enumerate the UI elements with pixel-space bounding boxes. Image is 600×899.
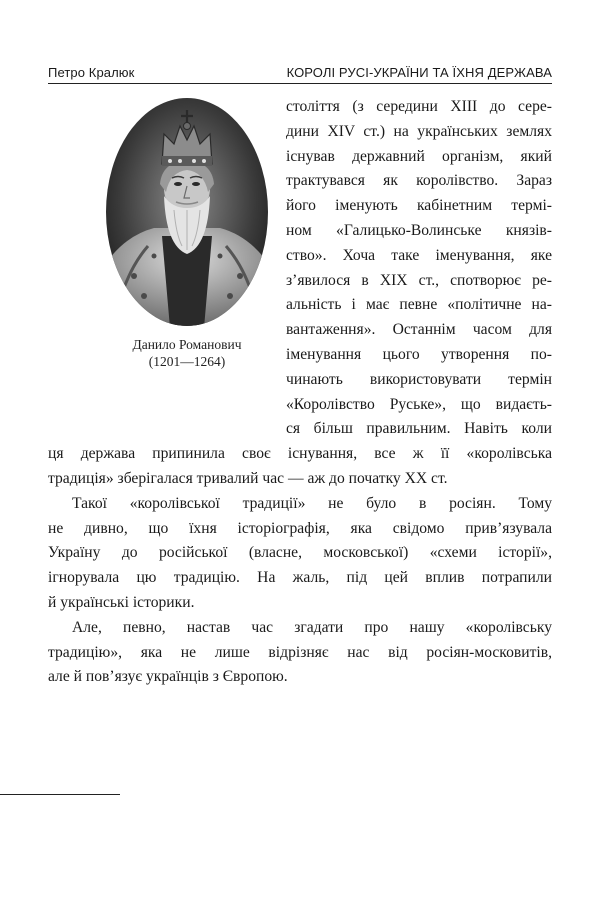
- text-line: існував державний організм, який: [286, 147, 552, 165]
- text-line: й українські історики.: [48, 593, 195, 611]
- text-line: дини XIV ст.) на українських землях: [286, 122, 552, 140]
- text-line: іменування цього утворення по-: [286, 345, 552, 363]
- text-line: вантаження». Останнім часом для: [286, 321, 552, 339]
- caption-years: (1201—1264): [148, 354, 226, 369]
- text-line: ця держава припинила своє існування, все ж її «королівська: [48, 445, 552, 463]
- text-line: не дивно, що їхня історіографія, яка свідомо прив’язувала: [48, 519, 552, 537]
- wrapped-paragraph: [286, 95, 552, 442]
- header-book-title: КОРОЛІ РУСІ-УКРАЇНИ ТА ЇХНЯ ДЕРЖАВА: [286, 65, 552, 80]
- text-line: «Королівство Руське», що видаєть-: [286, 395, 552, 413]
- text-line: чинають використовувати термін: [286, 370, 552, 388]
- paragraph-3: [48, 616, 552, 690]
- running-header: [48, 62, 552, 84]
- text-line: століття (з середини XIII до сере-: [286, 98, 552, 115]
- text-line: його іменують кабінетним термі-: [286, 197, 552, 215]
- text-line: альність і має певне «політичне на-: [286, 296, 552, 314]
- text-line: трактувався як королівство. Зараз: [286, 172, 552, 190]
- paragraph-2: [48, 492, 552, 616]
- footnote-separator: [0, 794, 120, 795]
- header-author: Петро Кралюк: [48, 65, 135, 80]
- text-line: але й пов’язує українців з Європою.: [48, 668, 288, 686]
- text-line: Україну до російської (власне, московської) «схеми історії»,: [48, 544, 552, 562]
- text-line: ство». Хоча таке іменування, яке: [286, 246, 552, 264]
- text-line: ном «Галицько-Волинське князів-: [286, 221, 552, 239]
- text-line: ігнорувала цю традицію. На жаль, під цей вплив потрапили: [48, 569, 552, 587]
- caption-name: Данило Романович: [132, 337, 242, 352]
- paragraph-1-continuation: [48, 442, 552, 492]
- text-line: Але, певно, настав час згадати про нашу «королівську: [72, 618, 552, 636]
- text-line: Такої «королівської традиції» не було в росіян. Тому: [72, 494, 552, 512]
- text-line: ся більш правильним. Навіть коли: [286, 420, 552, 438]
- text-line: традиція» зберігалася тривалий час — аж до початку XX ст.: [48, 469, 448, 487]
- body-text: [48, 95, 552, 690]
- text-line: традицію», яка не лише відрізняє нас від росіян-московитів,: [48, 643, 552, 661]
- text-line: з’явилося в XIX ст., спотворює ре-: [286, 271, 552, 289]
